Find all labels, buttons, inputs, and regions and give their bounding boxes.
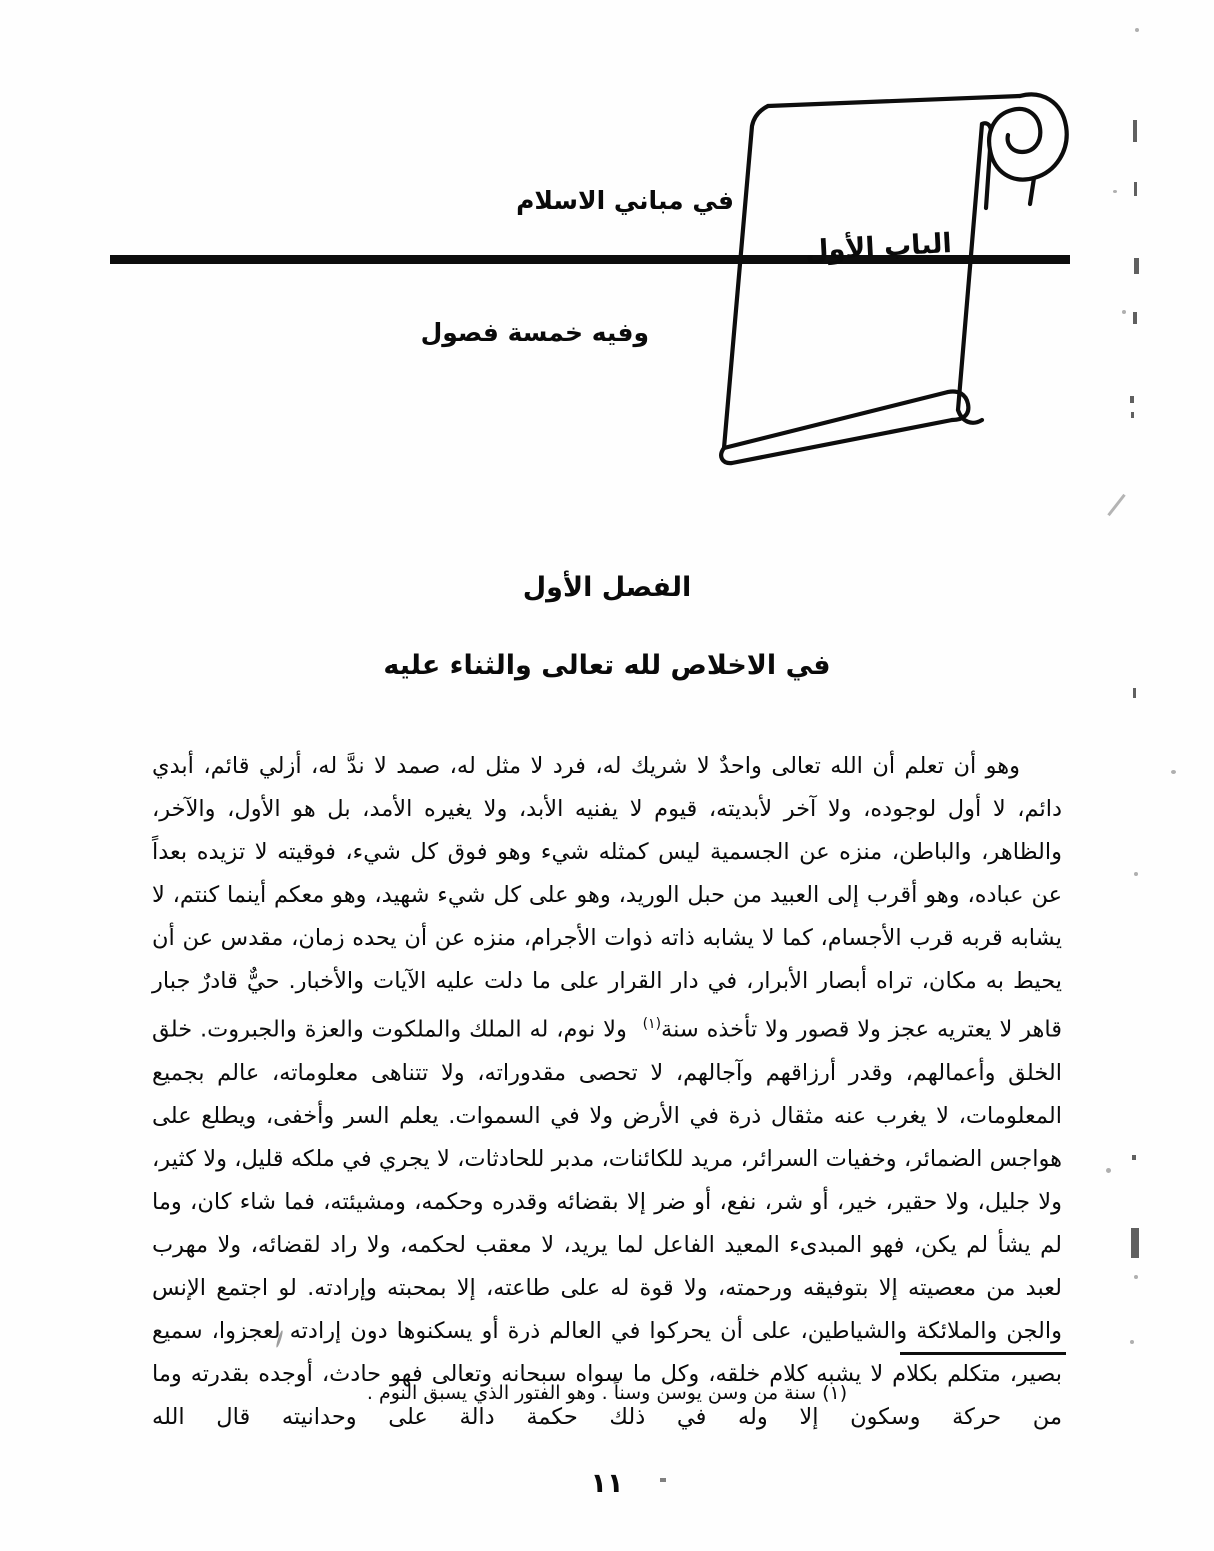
scan-speckle — [1134, 872, 1138, 876]
scan-speckle — [1134, 1275, 1138, 1279]
footnote-separator-rule — [900, 1352, 1066, 1355]
chapter-section-count: وفيه خمسة فصول — [420, 318, 649, 347]
chapter-opener — [0, 0, 1214, 500]
scan-speckle — [1171, 770, 1176, 774]
chapter-title: الباب الأول — [804, 228, 953, 267]
section-heading-secondary: في الاخلاص لله تعالى والثناء عليه — [383, 650, 831, 681]
scan-speckle — [1132, 1155, 1136, 1160]
footnote-reference-marker: (١) — [642, 1016, 662, 1032]
section-heading-primary: الفصل الأول — [522, 572, 692, 603]
scan-speckle — [1133, 688, 1136, 698]
scan-speckle — [1131, 1228, 1139, 1258]
body-text-block — [152, 745, 1062, 1439]
chapter-subject: في مباني الاسلام — [516, 186, 734, 215]
body-text-part-2: ولا نوم، له الملك والملكوت والعزة والجبروت. خلق الخلق وأعمالهم، وقدر أرزاقهم وآجالهم، لا تحصى مقدوراته، ولا تتناهى معلوماته، عالم بجميع المعلومات، لا يغرب عنه مثقال ذرة في الأرض ولا في السموات. يعلم السر وأخفى، ويطلع على هواجس الضمائر، وخفيات السرائر، مريد للكائنات، مدبر للحادثات، لا يجري في ملكه قليل، ولا كثير، ولا جليل، ولا حقير، خير، أو شر، نفع، أو ضر إلا بقضائه وقدره وحكمه، ومشيئته، فما شاء كان، وما لم يشأ لم يكن، فهو المبدىء المعيد الفاعل لما يريد، لا معقب لحكمه، ولا راد لقضائه، ولا مهرب لعبد من معصيته إلا بتوفيقه ورحمته، ولا قوة له على طاعته، إلا بمحبته وإرادته. لو اجتمع الإنس والجن والملائكة والشياطين، على أن يحركوا في العالم ذرة أو يسكنوها دون إرادته لعجزوا، سميع بصير، متكلم بكلام لا يشبه كلام خلقه، وكل ما سواه سبحانه وتعالى فهو حادث، أوجده بقدرته وما من حركة وسكون إلا وله في ذلك حكمة دالة على وحدانيته قال الله — [152, 1016, 1062, 1430]
page-number: ١١ — [590, 1468, 624, 1499]
scan-speckle — [1106, 1168, 1111, 1173]
footnote-text: (١) سنة من وسن يوسن وسناً . وهو الفتور الذي يسبق النوم . — [366, 1382, 848, 1404]
scan-speckle — [1130, 1340, 1134, 1344]
scroll-illustration-icon — [690, 80, 1090, 480]
body-paragraph — [152, 745, 1062, 1439]
body-text-part-1: وهو أن تعلم أن الله تعالى واحدٌ لا شريك له، فرد لا مثل له، صمد لا ندَّ له، أزلي قائم، أبدي دائم، لا أول لوجوده، ولا آخر لأبديته، قيوم لا يفنيه الأبد، ولا يغيره الأمد، بل هو الأول، والآخر، والظاهر، والباطن، منزه عن الجسمية ليس كمثله شيء وهو فوق كل شيء، فوقيته لا تزيده بعداً عن عباده، وهو أقرب إلى العبيد من حبل الوريد، وهو على كل شيء شهيد، وهو معكم أينما كنتم، لا يشابه قربه قرب الأجسام، كما لا يشابه ذاته ذوات الأجرام، منزه عن أن يحده زمان، مقدس عن أن يحيط به مكان، تراه أبصار الأبرار، في دار القرار على ما دلت عليه الآيات والأخبار. حيٌّ قادرٌ جبار قاهر لا يعتريه عجز ولا قصور ولا تأخذه سنة — [152, 753, 1063, 1043]
